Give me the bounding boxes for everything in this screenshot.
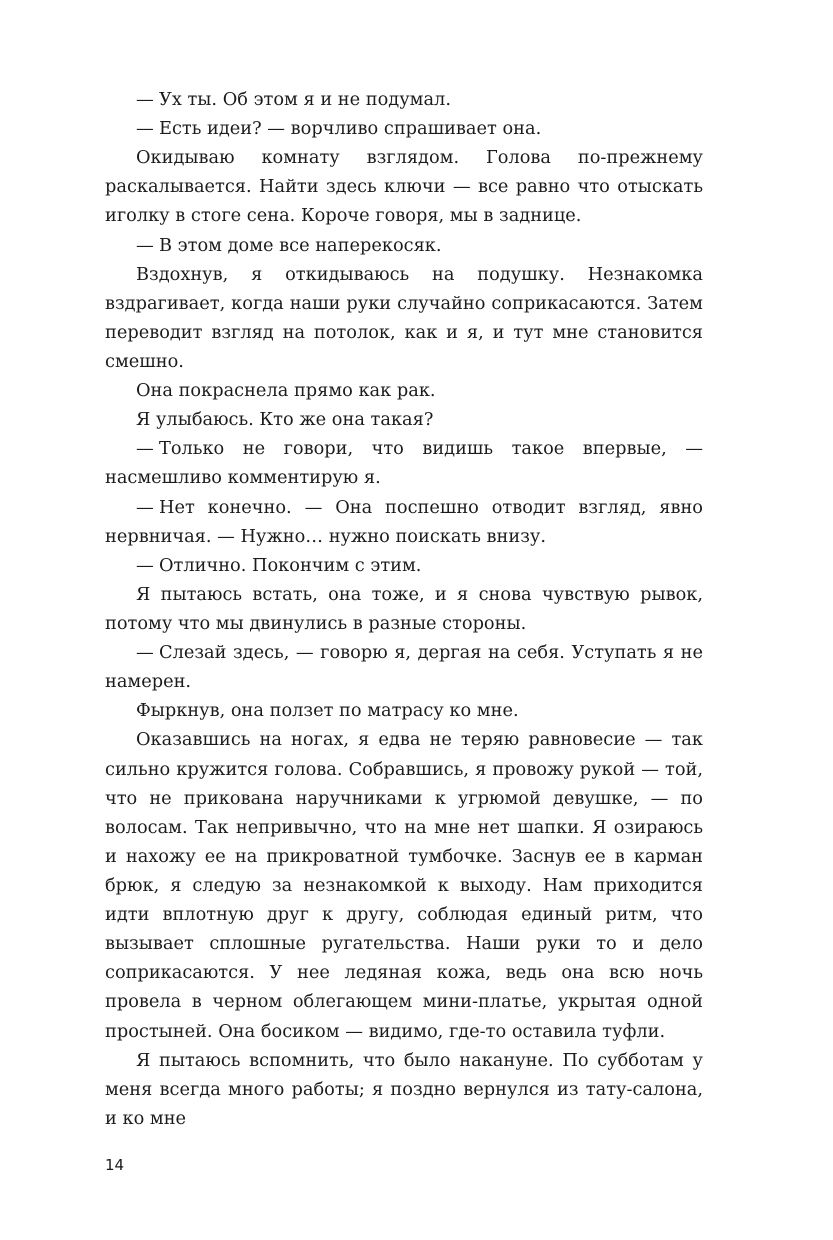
paragraph-text: Оказавшись на ногах, я едва не теряю равновесие — так сильно кружится голова. Собравшись, я провожу рукой — той, что не прикована наручниками к угрюмой девушке, — по волосам. Так непривычно, что на мне нет шапки. Я озираюсь и нахожу ее на прикроватной тумбочке. Заснув ее в карман брюк, я следую за незнакомкой к выходу. Нам приходится идти вплотную друг к другу, соблюдая единый ритм, что вызывает сплошные ругательства. Наши руки то и дело соприкасаются. У нее ледяная кожа, ведь она всю ночь провела в черном облегающем мини-платье, укрытая одной простыней. Она босиком — видимо, где-то оставила туфли. [105,730,703,1042]
paragraph-text: Слезай здесь, — говорю я, дергая на себя. Уступать я не намерен. [105,643,703,693]
paragraph-text: Она покраснела прямо как рак. [136,381,436,402]
paragraph-text: Фыркнув, она ползет по матрасу ко мне. [136,701,519,722]
dialogue-dash: — [136,497,154,518]
paragraph [105,581,703,639]
paragraph [105,261,703,377]
dialogue-dash: — [136,90,154,110]
paragraph [105,232,703,261]
paragraph [105,144,703,231]
paragraph-text: Я пытаюсь вспомнить, что было накануне. По субботам у меня всегда много работы; я поздно вернулся из тату-салона, и ко мне [105,1050,703,1129]
paragraph [105,86,703,115]
paragraph-text: Есть идеи? — ворчливо спрашивает она. [159,119,542,140]
paragraph [105,115,703,144]
dialogue-dash: — [136,439,154,460]
paragraph-text: Ух ты. Об этом я и не подумал. [159,90,451,110]
book-page-text [105,86,703,1134]
paragraph-text: Окидываю комнату взглядом. Голова по-прежнему раскалывается. Найти здесь ключи — все равно что отыскать иголку в стоге сена. Короче говоря, мы в заднице. [105,148,703,227]
paragraph-text: Нет конечно. — Она поспешно отводит взгляд, явно нервничая. — Нужно… нужно поискать внизу. [105,497,703,547]
paragraph [105,435,703,493]
paragraph-text: Отлично. Покончим с этим. [159,555,422,576]
paragraph [105,726,703,1046]
paragraph-text: Вздохнув, я откидываюсь на подушку. Незнакомка вздрагивает, когда наши руки случайно соприкасаются. Затем переводит взгляд на потолок, как и я, и тут мне становится смешно. [105,264,703,372]
dialogue-dash: — [136,119,154,140]
dialogue-dash: — [136,235,154,256]
paragraph [105,552,703,581]
paragraph [105,406,703,435]
paragraph-text: Я улыбаюсь. Кто же она такая? [136,410,434,431]
dialogue-dash: — [136,643,154,664]
paragraph [105,639,703,697]
paragraph [105,1047,703,1134]
dialogue-dash: — [136,555,154,576]
paragraph [105,494,703,552]
paragraph [105,697,703,726]
paragraph-text: В этом доме все наперекосяк. [159,235,442,256]
paragraph-text: Я пытаюсь встать, она тоже, и я снова чувствую рывок, потому что мы двинулись в разные стороны. [105,584,703,634]
paragraph-text: Только не говори, что видишь такое впервые, — насмешливо комментирую я. [105,439,703,489]
paragraph [105,377,703,406]
page-number: 14 [105,1156,125,1174]
